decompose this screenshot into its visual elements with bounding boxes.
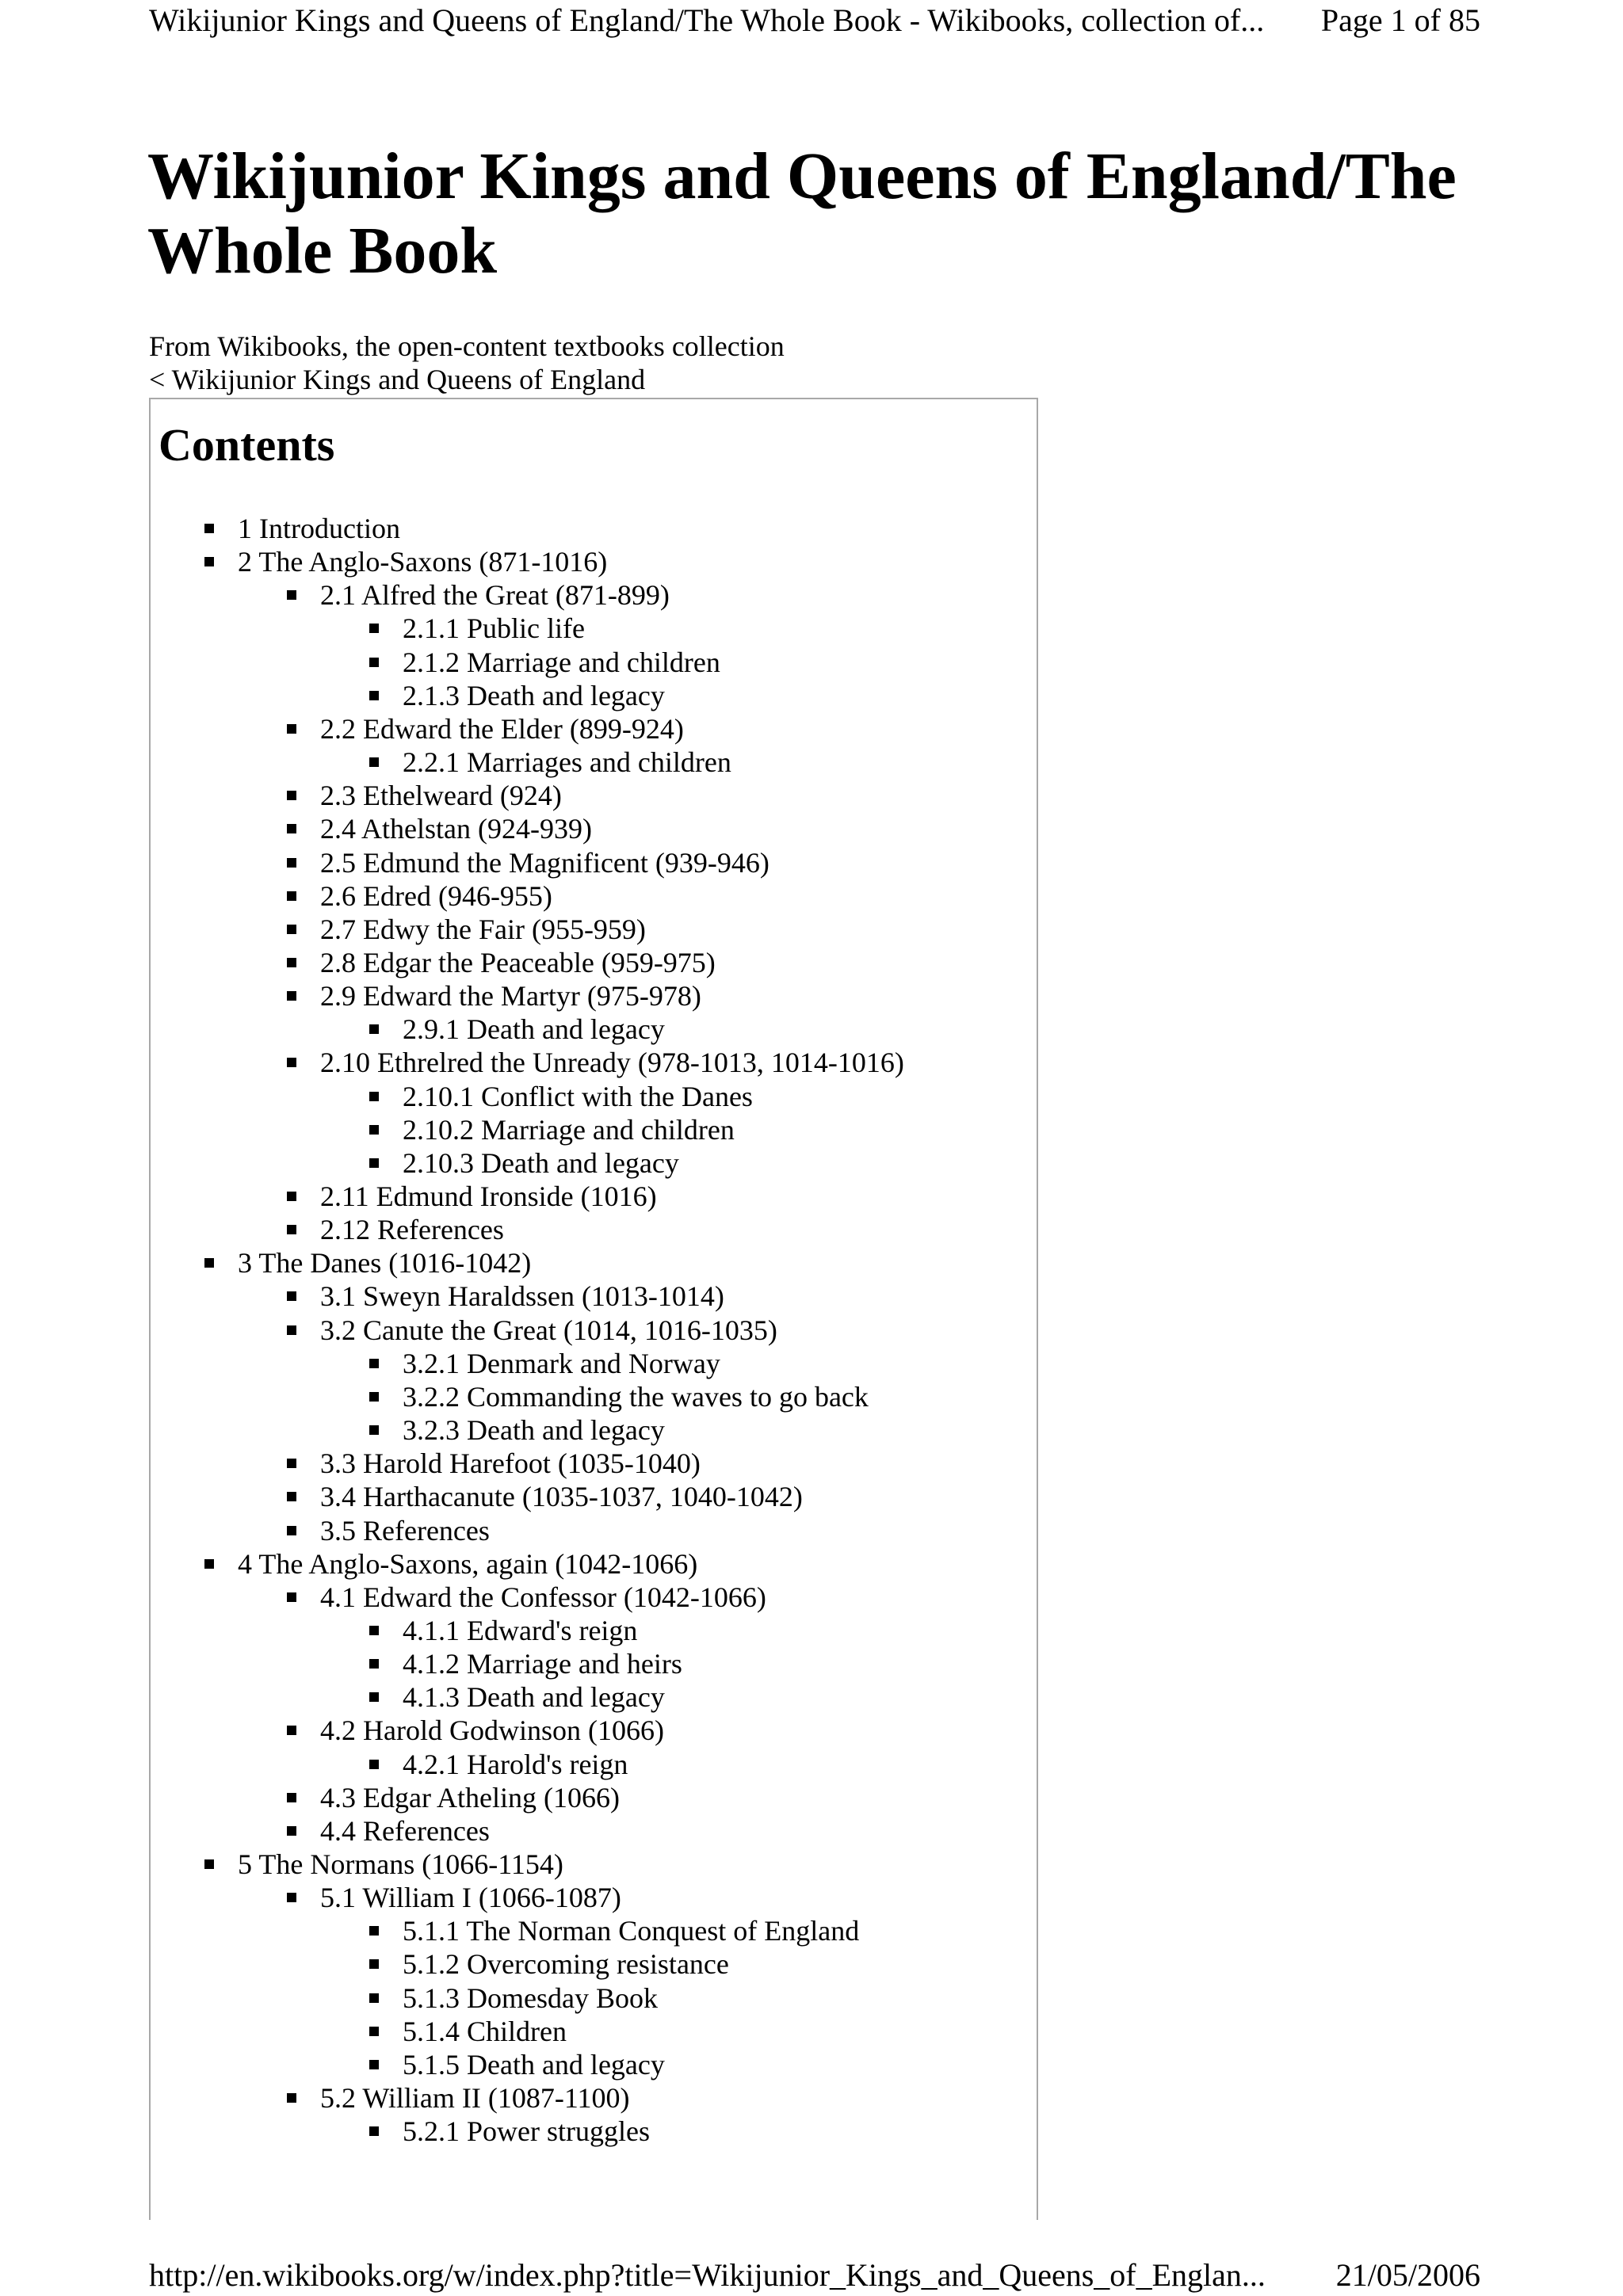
toc-entry-label[interactable]: 4.3 Edgar Atheling (1066)	[320, 1782, 620, 1814]
toc-entry-label[interactable]: 3.2.3 Death and legacy	[403, 1414, 665, 1446]
bullet-icon	[287, 1325, 296, 1335]
toc-entry-label[interactable]: 5 The Normans (1066-1154)	[238, 1848, 563, 1880]
toc-entry-level-2[interactable]	[287, 879, 552, 913]
toc-entry-label[interactable]: 4.1 Edward the Confessor (1042-1066)	[320, 1581, 766, 1613]
bullet-icon	[287, 1826, 296, 1836]
toc-heading: Contents	[158, 419, 335, 471]
toc-entry-label[interactable]: 4.4 References	[320, 1815, 490, 1847]
toc-entry-label[interactable]: 3.2 Canute the Great (1014, 1016-1035)	[320, 1314, 777, 1346]
toc-entry-label[interactable]: 4.1.1 Edward's reign	[403, 1615, 638, 1646]
toc-entry-label[interactable]: 2.2.1 Marriages and children	[403, 746, 731, 778]
bullet-icon	[287, 1192, 296, 1201]
toc-entry-label[interactable]: 2.8 Edgar the Peaceable (959-975)	[320, 947, 716, 978]
toc-entry-label[interactable]: 4.2 Harold Godwinson (1066)	[320, 1714, 664, 1746]
page-title: Wikijunior Kings and Queens of England/The Whole Book	[147, 139, 1457, 288]
toc-entry-label[interactable]: 5.1 William I (1066-1087)	[320, 1882, 621, 1913]
bullet-icon	[369, 1760, 379, 1769]
toc-entry-label[interactable]: 3.2.1 Denmark and Norway	[403, 1348, 720, 1379]
toc-entry-label[interactable]: 5.2.1 Power struggles	[403, 2115, 650, 2147]
toc-entry-label[interactable]: 3.4 Harthacanute (1035-1037, 1040-1042)	[320, 1481, 803, 1512]
toc-entry-label[interactable]: 5.1.1 The Norman Conquest of England	[403, 1915, 860, 1947]
toc-entry-level-3[interactable]	[369, 1614, 637, 1647]
bullet-icon	[369, 691, 379, 700]
toc-entry-label[interactable]: 5.1.3 Domesday Book	[403, 1982, 658, 2014]
toc-entry-level-3[interactable]	[369, 1080, 753, 1113]
bullet-icon	[287, 858, 296, 868]
toc-entry-level-3[interactable]	[369, 612, 585, 645]
toc-entry-label[interactable]: 3.3 Harold Harefoot (1035-1040)	[320, 1447, 701, 1479]
bullet-icon	[369, 1392, 379, 1402]
bullet-icon	[369, 1626, 379, 1635]
bullet-icon	[287, 1726, 296, 1735]
toc-entry-level-2[interactable]	[287, 1814, 490, 1848]
toc-entry-label[interactable]: 2.9 Edward the Martyr (975-978)	[320, 980, 701, 1012]
bullet-icon	[287, 1291, 296, 1301]
toc-entry-label[interactable]: 5.1.4 Children	[403, 2016, 567, 2047]
toc-entry-level-2[interactable]	[287, 2081, 629, 2115]
toc-entry-label[interactable]: 5.1.5 Death and legacy	[403, 2049, 665, 2081]
toc-entry-level-3[interactable]	[369, 1981, 658, 2015]
bullet-icon	[287, 724, 296, 734]
toc-entry-level-3[interactable]	[369, 1748, 628, 1781]
toc-entry-label[interactable]: 4.1.3 Death and legacy	[403, 1681, 665, 1713]
print-header-page-number: Page 1 of 85	[1320, 2, 1480, 38]
toc-entry-level-3[interactable]	[369, 679, 665, 712]
bullet-icon	[287, 991, 296, 1001]
toc-entry-level-3[interactable]	[369, 1113, 735, 1146]
print-footer-url: http://en.wikibooks.org/w/index.php?title=Wikijunior_Kings_and_Queens_of_Englan...	[149, 2257, 1266, 2293]
toc-entry-level-2[interactable]	[287, 979, 701, 1013]
toc-entry-level-1[interactable]	[204, 1246, 531, 1280]
toc-entry-level-2[interactable]	[287, 1581, 766, 1614]
toc-entry-level-3[interactable]	[369, 1380, 869, 1413]
toc-entry-level-2[interactable]	[287, 1314, 777, 1347]
bullet-icon	[287, 1225, 296, 1234]
toc-entry-level-3[interactable]	[369, 2115, 650, 2148]
bullet-icon	[369, 2060, 379, 2069]
toc-entry-level-3[interactable]	[369, 1146, 679, 1180]
toc-entry-label[interactable]: 5.2 William II (1087-1100)	[320, 2082, 630, 2114]
bullet-icon	[369, 1024, 379, 1034]
print-header	[149, 0, 1480, 41]
toc-entry-label[interactable]: 2.11 Edmund Ironside (1016)	[320, 1180, 657, 1212]
toc-entry-label[interactable]: 2.1.2 Marriage and children	[403, 646, 720, 678]
bullet-icon	[287, 1526, 296, 1535]
bullet-icon	[287, 891, 296, 901]
bullet-icon	[369, 1425, 379, 1435]
toc-entry-label[interactable]: 2.6 Edred (946-955)	[320, 880, 552, 912]
toc-entry-level-3[interactable]	[369, 1647, 682, 1680]
bullet-icon	[204, 557, 214, 566]
bullet-icon	[369, 1993, 379, 2003]
print-footer-date: 21/05/2006	[1335, 2257, 1480, 2293]
bullet-icon	[369, 1692, 379, 1702]
bullet-icon	[287, 1592, 296, 1602]
toc-entry-level-2[interactable]	[287, 1480, 803, 1513]
toc-entry-label[interactable]: 2.1 Alfred the Great (871-899)	[320, 579, 670, 611]
bullet-icon	[287, 824, 296, 833]
toc-entry-label[interactable]: 2.10.1 Conflict with the Danes	[403, 1081, 753, 1112]
toc-entry-label[interactable]: 4.2.1 Harold's reign	[403, 1749, 628, 1780]
bullet-icon	[369, 2027, 379, 2036]
toc-entry-level-2[interactable]	[287, 1280, 724, 1313]
bullet-icon	[369, 1158, 379, 1168]
bullet-icon	[287, 1793, 296, 1802]
bullet-icon	[204, 1258, 214, 1268]
toc-entry-level-1[interactable]	[204, 1848, 563, 1881]
toc-entry-label[interactable]: 3.5 References	[320, 1515, 490, 1547]
breadcrumb-link[interactable]: < Wikijunior Kings and Queens of England	[149, 364, 646, 395]
bullet-icon	[287, 791, 296, 800]
toc-entry-level-3[interactable]	[369, 1013, 665, 1046]
toc-entry-label[interactable]: 5.1.2 Overcoming resistance	[403, 1948, 729, 1980]
toc-entry-level-2[interactable]	[287, 779, 562, 812]
toc-entry-level-3[interactable]	[369, 746, 731, 779]
toc-entry-label[interactable]: 2.1.1 Public life	[403, 612, 585, 644]
bullet-icon	[287, 590, 296, 600]
toc-entry-label[interactable]: 1 Introduction	[238, 513, 400, 544]
toc-entry-level-3[interactable]	[369, 1914, 859, 1947]
bullet-icon	[204, 1859, 214, 1869]
toc-entry-level-2[interactable]	[287, 578, 670, 612]
toc-entry-level-2[interactable]	[287, 1781, 620, 1814]
toc-entry-level-2[interactable]	[287, 812, 592, 845]
print-header-title: Wikijunior Kings and Queens of England/The Whole Book - Wikibooks, collection of...	[149, 2, 1265, 38]
toc-entry-level-3[interactable]	[369, 1413, 665, 1447]
toc-entry-level-1[interactable]	[204, 1547, 697, 1581]
print-footer	[149, 2255, 1480, 2296]
bullet-icon	[204, 524, 214, 533]
bullet-icon	[287, 958, 296, 967]
bullet-icon	[369, 624, 379, 633]
toc-entry-label[interactable]: 4 The Anglo-Saxons, again (1042-1066)	[238, 1548, 698, 1580]
toc-entry-label[interactable]: 2.10.3 Death and legacy	[403, 1147, 679, 1179]
bullet-icon	[204, 1559, 214, 1569]
toc-entry-label[interactable]: 2 The Anglo-Saxons (871-1016)	[238, 546, 608, 578]
toc-entry-level-1[interactable]	[204, 512, 400, 545]
toc-entry-level-1[interactable]	[204, 545, 607, 578]
site-subtitle	[149, 330, 785, 396]
toc-entry-level-3[interactable]	[369, 2015, 567, 2048]
toc-entry-label[interactable]: 3.2.2 Commanding the waves to go back	[403, 1381, 869, 1413]
toc-entry-level-2[interactable]	[287, 846, 769, 879]
toc-entry-level-3[interactable]	[369, 646, 720, 679]
bullet-icon	[369, 1125, 379, 1135]
toc-entry-level-2[interactable]	[287, 1447, 701, 1480]
bullet-icon	[287, 925, 296, 934]
bullet-icon	[287, 2093, 296, 2103]
table-of-contents	[149, 398, 1038, 2220]
toc-entry-label[interactable]: 2.10.2 Marriage and children	[403, 1114, 735, 1146]
toc-entry-level-3[interactable]	[369, 1347, 720, 1380]
bullet-icon	[287, 1459, 296, 1468]
toc-entry-level-2[interactable]	[287, 913, 646, 946]
bullet-icon	[369, 1959, 379, 1969]
from-wikibooks-line: From Wikibooks, the open-content textbooks collection	[149, 330, 785, 362]
bullet-icon	[287, 1492, 296, 1501]
toc-entry-label[interactable]: 4.1.2 Marriage and heirs	[403, 1648, 682, 1680]
bullet-icon	[369, 1926, 379, 1936]
toc-entry-level-2[interactable]	[287, 1714, 664, 1747]
toc-entry-label[interactable]: 2.5 Edmund the Magnificent (939-946)	[320, 847, 769, 879]
toc-entry-label[interactable]: 3 The Danes (1016-1042)	[238, 1247, 532, 1279]
toc-entry-level-2[interactable]	[287, 1881, 621, 1914]
toc-entry-level-3[interactable]	[369, 1947, 729, 1981]
toc-entry-level-2[interactable]	[287, 1046, 904, 1079]
bullet-icon	[287, 1058, 296, 1067]
bullet-icon	[369, 2126, 379, 2136]
bullet-icon	[369, 1359, 379, 1368]
toc-entry-label[interactable]: 2.3 Ethelweard (924)	[320, 780, 562, 811]
toc-entry-label[interactable]: 2.2 Edward the Elder (899-924)	[320, 713, 684, 745]
bullet-icon	[369, 1659, 379, 1669]
toc-entry-level-2[interactable]	[287, 712, 684, 746]
bullet-icon	[287, 1893, 296, 1902]
toc-entry-label[interactable]: 2.10 Ethrelred the Unready (978-1013, 1014-1016)	[320, 1047, 904, 1078]
bullet-icon	[369, 1092, 379, 1101]
toc-entry-label[interactable]: 2.4 Athelstan (924-939)	[320, 813, 592, 845]
toc-entry-label[interactable]: 3.1 Sweyn Haraldssen (1013-1014)	[320, 1280, 724, 1312]
toc-entry-level-3[interactable]	[369, 1680, 665, 1714]
toc-entry-level-2[interactable]	[287, 946, 716, 979]
toc-entry-label[interactable]: 2.9.1 Death and legacy	[403, 1013, 665, 1045]
bullet-icon	[369, 658, 379, 667]
toc-entry-level-3[interactable]	[369, 2048, 665, 2081]
toc-entry-label[interactable]: 2.1.3 Death and legacy	[403, 680, 665, 711]
toc-entry-label[interactable]: 2.12 References	[320, 1214, 504, 1245]
toc-entry-level-2[interactable]	[287, 1514, 490, 1547]
toc-entry-level-2[interactable]	[287, 1213, 504, 1246]
toc-entry-level-2[interactable]	[287, 1180, 657, 1213]
toc-entry-label[interactable]: 2.7 Edwy the Fair (955-959)	[320, 913, 646, 945]
bullet-icon	[369, 757, 379, 767]
